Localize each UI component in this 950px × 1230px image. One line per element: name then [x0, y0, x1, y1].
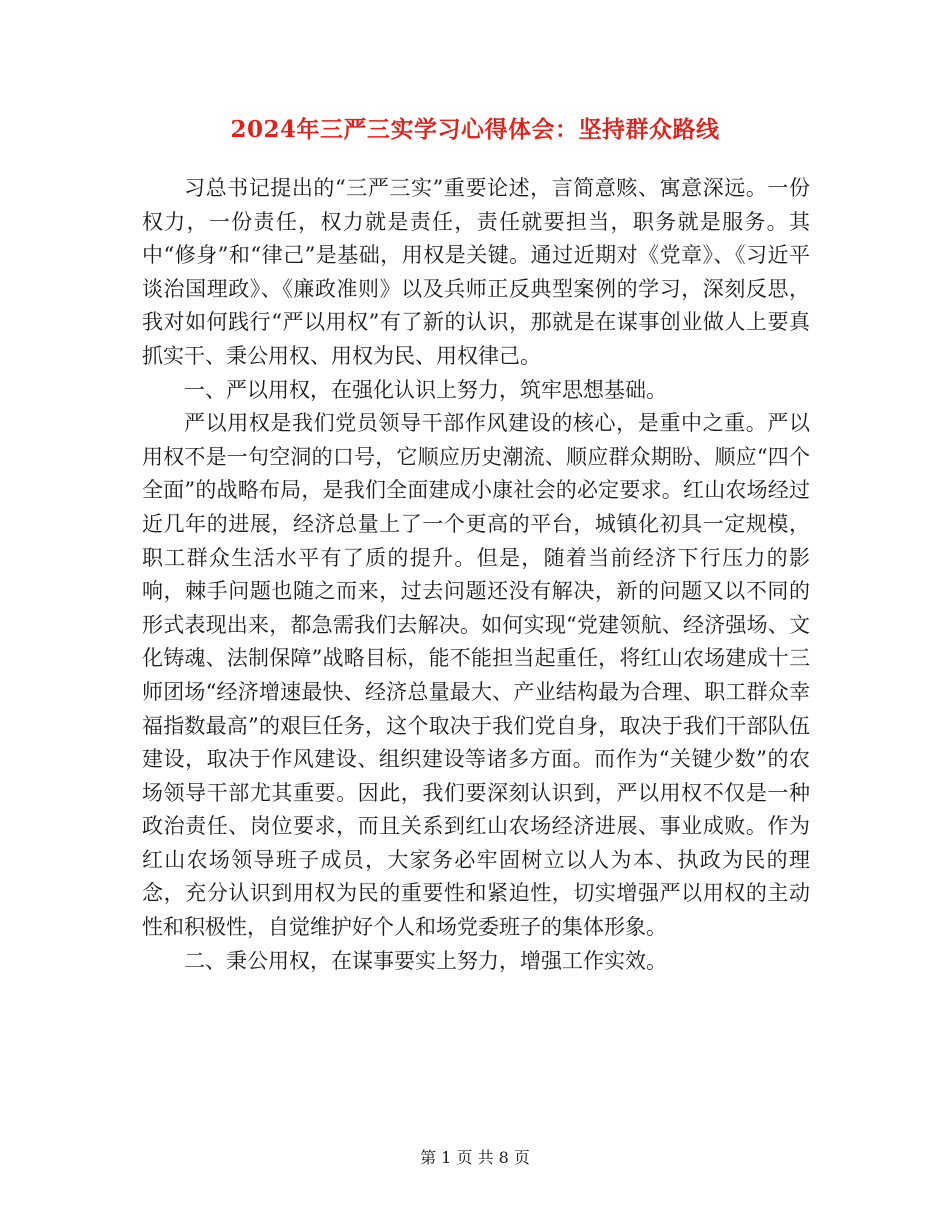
section-heading-1: 一、严以用权，在强化认识上努力，筑牢思想基础。	[184, 377, 667, 402]
page-number-footer: 第 1 页 共 8 页	[420, 1148, 530, 1167]
document-title: 2024年三严三实学习心得体会：坚持群众路线	[230, 116, 720, 143]
section-heading-2: 二、秉公用权，在谋事要实上努力，增强工作实效。	[184, 948, 667, 973]
document-body	[142, 172, 810, 978]
paragraph-intro: 习总书记提出的“三严三实”重要论述，言简意赅、寓意深远。一份权力，一份责任，权力就是责任，责任就要担当，职务就是服务。其中“修身”和“律己”是基础，用权是关键。通过近期对《党章》、《习近平谈治国理政》、《廉政准则》以及兵师正反典型案例的学习，深刻反思，我对如何践行“严以用权”有了新的认识，那就是在谋事创业做人上要真抓实干、秉公用权、用权为民、用权律己。	[142, 176, 810, 368]
paragraph-section-1: 严以用权是我们党员领导干部作风建设的核心，是重中之重。严以用权不是一句空洞的口号，它顺应历史潮流、顺应群众期盼、顺应“四个全面”的战略布局，是我们全面建成小康社会的必定要求。红山农场经过近几年的进展，经济总量上了一个更高的平台，城镇化初具一定规模，职工群众生活水平有了质的提升。但是，随着当前经济下行压力的影响，棘手问题也随之而来，过去问题还没有解决，新的问题又以不同的形式表现出来，都急需我们去解决。如何实现“党建领航、经济强场、文化铸魂、法制保障”战略目标，能不能担当起重任，将红山农场建成十三师团场“经济增速最快、经济总量最大、产业结构最为合理、职工群众幸福指数最高”的艰巨任务，这个取决于我们党自身，取决于我们干部队伍建设，取决于作风建设、组织建设等诸多方面。而作为“关键少数”的农场领导干部尤其重要。因此，我们要深刻认识到，严以用权不仅是一种政治责任、岗位要求，而且关系到红山农场经济进展、事业成败。作为红山农场领导班子成员，大家务必牢固树立以人为本、执政为民的理念，充分认识到用权为民的重要性和紧迫性，切实增强严以用权的主动性和积极性，自觉维护好个人和场党委班子的集体形象。	[142, 411, 810, 940]
